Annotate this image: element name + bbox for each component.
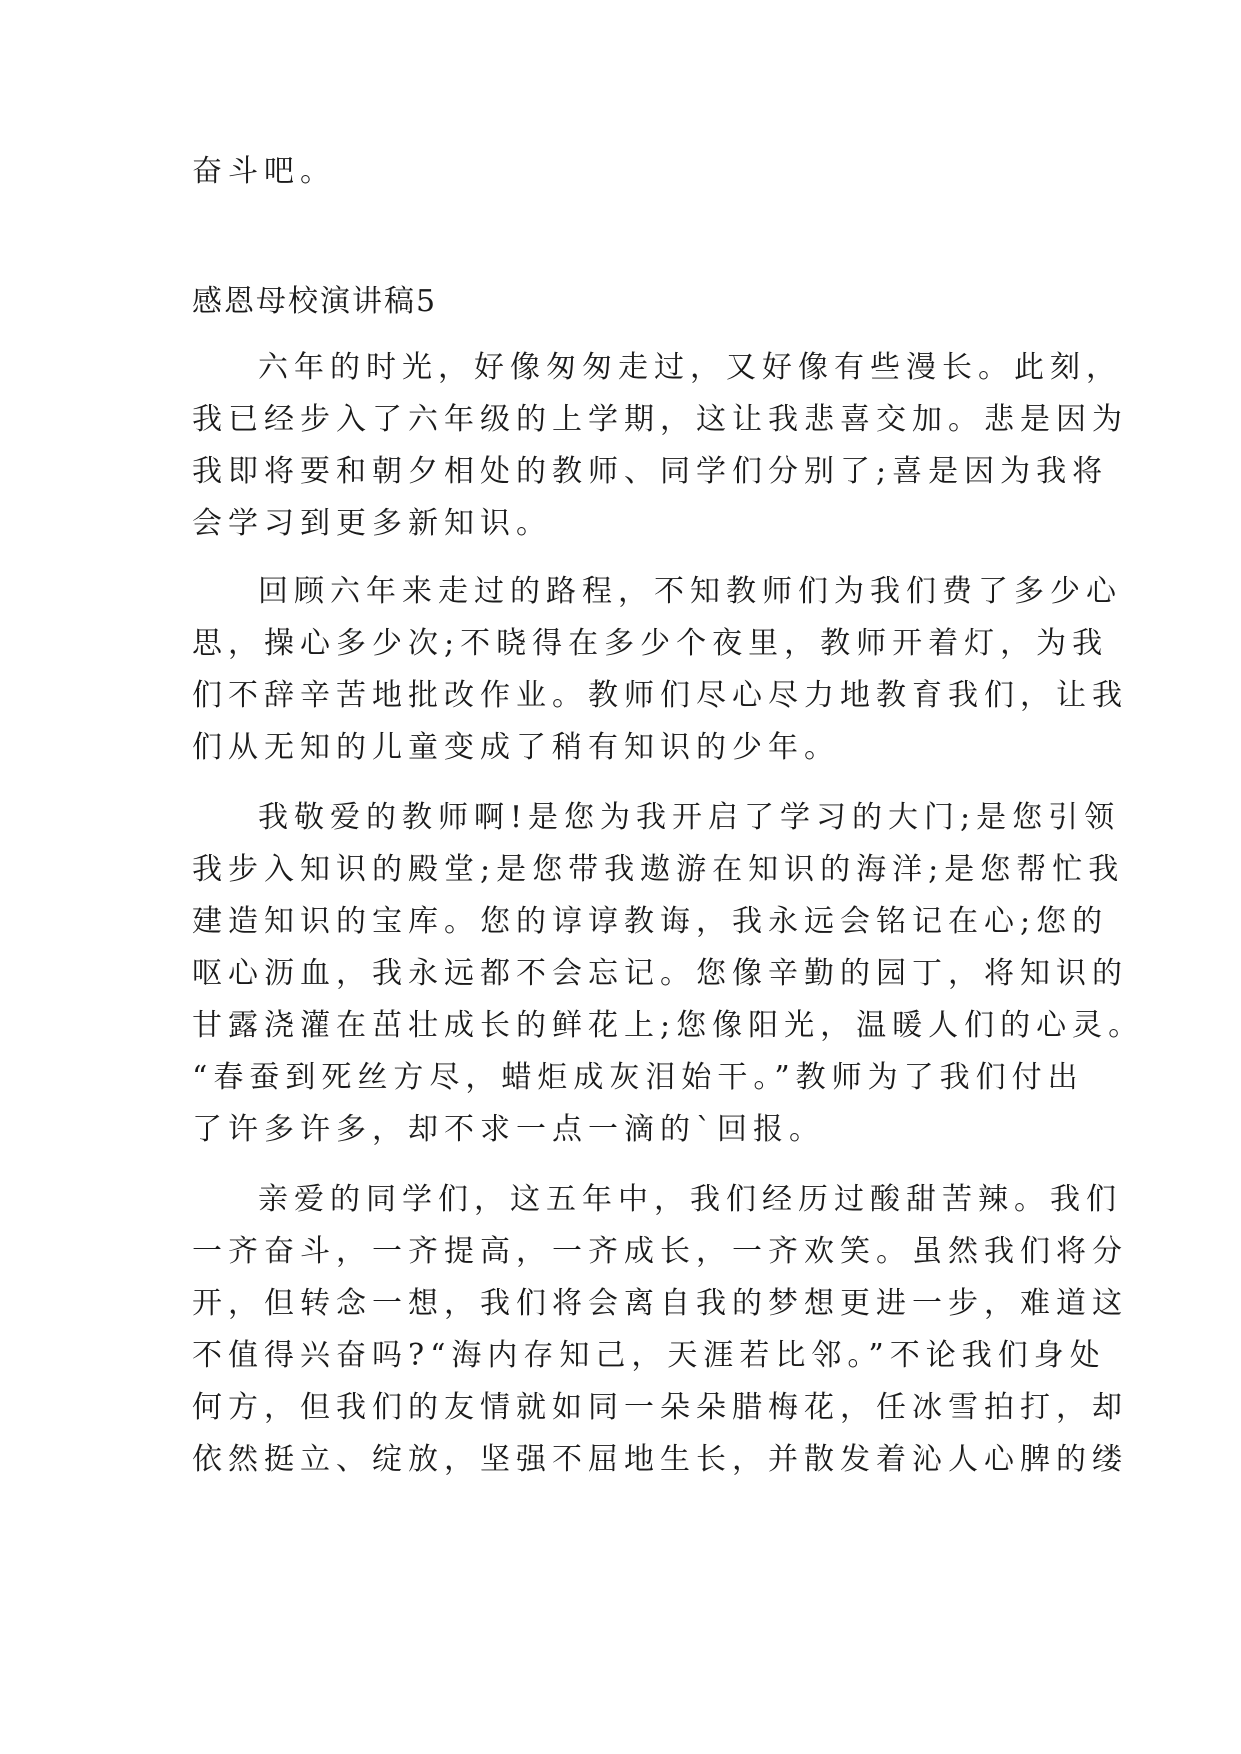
carryover-line: 奋斗吧。 <box>192 154 336 189</box>
paragraph-line: 了许多许多，却不求一点一滴的`回报。 <box>192 1112 825 1147</box>
section-title: 感恩母校演讲稿5 <box>192 284 438 319</box>
paragraph-line: 我步入知识的殿堂;是您带我遨游在知识的海洋;是您帮忙我 <box>192 852 1125 887</box>
paragraph-line: 呕心沥血，我永远都不会忘记。您像辛勤的园丁，将知识的 <box>192 956 1128 991</box>
paragraph-line: 亲爱的同学们，这五年中，我们经历过酸甜苦辣。我们 <box>258 1182 1122 1217</box>
paragraph-line: 我敬爱的教师啊!是您为我开启了学习的大门;是您引领 <box>258 800 1121 835</box>
paragraph-line: 一齐奋斗，一齐提高，一齐成长，一齐欢笑。虽然我们将分 <box>192 1234 1128 1269</box>
paragraph-line: 思，操心多少次;不晓得在多少个夜里，教师开着灯，为我 <box>192 626 1109 661</box>
paragraph-line: 甘露浇灌在茁壮成长的鲜花上;您像阳光，温暖人们的心灵。 <box>192 1008 1145 1043</box>
paragraph-line: 我即将要和朝夕相处的教师、同学们分别了;喜是因为我将 <box>192 454 1109 489</box>
paragraph-line: 依然挺立、绽放，坚强不屈地生长，并散发着沁人心脾的缕 <box>192 1442 1128 1477</box>
paragraph-line: 开，但转念一想，我们将会离自我的梦想更进一步，难道这 <box>192 1286 1128 1321</box>
paragraph-line: 会学习到更多新知识。 <box>192 506 552 541</box>
paragraph-line: 建造知识的宝库。您的谆谆教诲，我永远会铭记在心;您的 <box>192 904 1109 939</box>
paragraph-line: “春蚕到死丝方尽，蜡炬成灰泪始干。”教师为了我们付出 <box>192 1060 1084 1095</box>
paragraph-line: 们从无知的儿童变成了稍有知识的少年。 <box>192 730 840 765</box>
paragraph-line: 回顾六年来走过的路程，不知教师们为我们费了多少心 <box>258 574 1122 609</box>
paragraph-line: 何方，但我们的友情就如同一朵朵腊梅花，任冰雪拍打，却 <box>192 1390 1128 1425</box>
paragraph-line: 我已经步入了六年级的上学期，这让我悲喜交加。悲是因为 <box>192 402 1128 437</box>
paragraph-line: 们不辞辛苦地批改作业。教师们尽心尽力地教育我们，让我 <box>192 678 1128 713</box>
paragraph-line: 不值得兴奋吗?“海内存知己，天涯若比邻。”不论我们身处 <box>192 1338 1106 1373</box>
paragraph-line: 六年的时光，好像匆匆走过，又好像有些漫长。此刻， <box>258 350 1122 385</box>
